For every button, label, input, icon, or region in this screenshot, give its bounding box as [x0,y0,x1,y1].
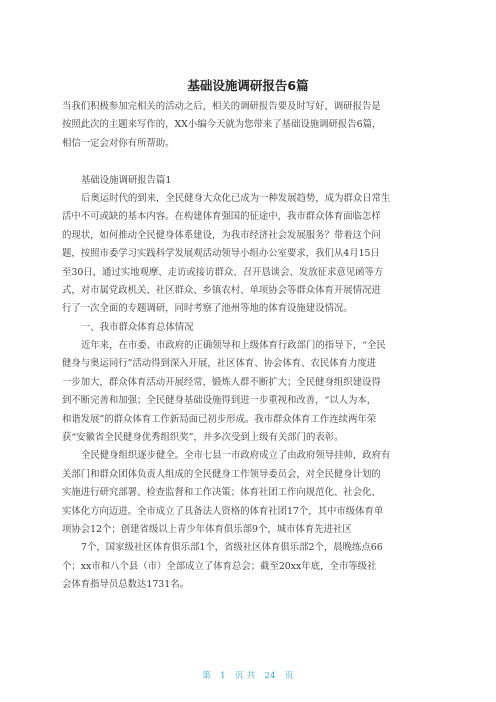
footer-middle: 页 共 [234,671,256,681]
paragraph-line: 相信一定会对你有所帮助。 [62,137,175,149]
page-footer [0,669,496,681]
paragraph-gap [62,153,438,171]
paragraph-line: 关部门和群众团体负责人组成的全民健身工作领导委员会，对全民健身计划的 [62,468,381,480]
paragraph-line: 按照此次的主题来写作的，XX小编今天就为您带来了基础设施调研报告6篇， [62,119,382,131]
paragraph-line: 获“安徽省全民健身优秀组织奖”，并多次受到上级有关部门的表彰。 [62,432,344,444]
paragraph-line: 行了一次全面的专题调研，同时考察了池州等地的体育设施建设情况。 [62,303,353,315]
paragraph-line: 题，按照市委学习实践科学发展观活动领导小组办公室要求，我们从4月15日 [62,248,380,260]
paragraph-line: 实体化方向迈进。全市成立了具备法人资格的体育社团17个，其中市级体育单 [62,505,384,517]
paragraph-line: 健身与奥运同行”活动得到深入开展，社区体育、协会体育、农民体育力度进 [62,358,377,370]
paragraph-line: 7个，国家级社区体育俱乐部1个，省级社区体育俱乐部2个，晨晚练点66 [81,542,383,554]
paragraph-line: 当我们积极参加完相关的活动之后，相关的调研报告要及时写好，调研报告是 [62,101,381,112]
footer-page-number: 1 [220,671,226,681]
paragraph-line: 和谐发展”的群众体育工作新局面已初步形成。我市群众体育工作连续两年荣 [62,413,377,425]
paragraph-line: 近年来，在市委、市政府的正确领导和上级体育行政部门的指导下，“全民 [81,340,386,352]
document-title: 基础设施调研报告6篇 [187,78,309,93]
paragraph-line: 实施进行研究部署、检查监督和工作决策；体育社团工作向规范化、社会化、 [62,487,381,499]
paragraph-line: 式，对市属党政机关、社区群众、乡镇农村、单项协会等群众体育开展情况进 [62,284,381,296]
section-heading: 一、我市群众体育总体情况 [81,321,194,333]
paragraph-line: 个；xx市和八个县（市）全部成立了体育总会；截至20xx年底，全市等级社 [62,560,377,572]
paragraph-line: 的现状，如何推动全民健身体系建设，为我市经济社会发展服务？带着这个问 [62,229,381,241]
paragraph-line: 项协会12个；创建省级以上青少年体育俱乐部9个，城市体育先进社区 [62,523,352,535]
footer-prefix: 第 [202,671,212,681]
paragraph-line: 到不断完善和加强；全民健身基础设施得到进一步重视和改善，“以人为本， [62,395,377,407]
footer-suffix: 页 [284,671,294,681]
section-heading: 基础设施调研报告篇1 [81,174,172,186]
document-body [62,98,438,595]
footer-total-pages: 24 [264,671,276,681]
paragraph-line: 全民健身组织逐步健全。全市七县一市政府成立了由政府领导挂帅，政府有 [81,450,391,462]
paragraph-line: 会体育指导员总数达1731名。 [62,579,189,591]
paragraph-line: 活中不可或缺的基本内容。在构建体育强国的征途中，我市群众体育面临怎样 [62,211,381,223]
paragraph-line: 一步加大，群众体育活动开展经常，锻炼人群不断扩大；全民健身组织建设得 [62,376,381,388]
paragraph-line: 至30日，通过实地观摩、走访或接访群众、召开恳谈会、发放征求意见函等方 [62,266,384,278]
paragraph-line: 后奥运时代的到来，全民健身大众化已成为一种发展趋势，成为群众日常生 [81,192,391,204]
